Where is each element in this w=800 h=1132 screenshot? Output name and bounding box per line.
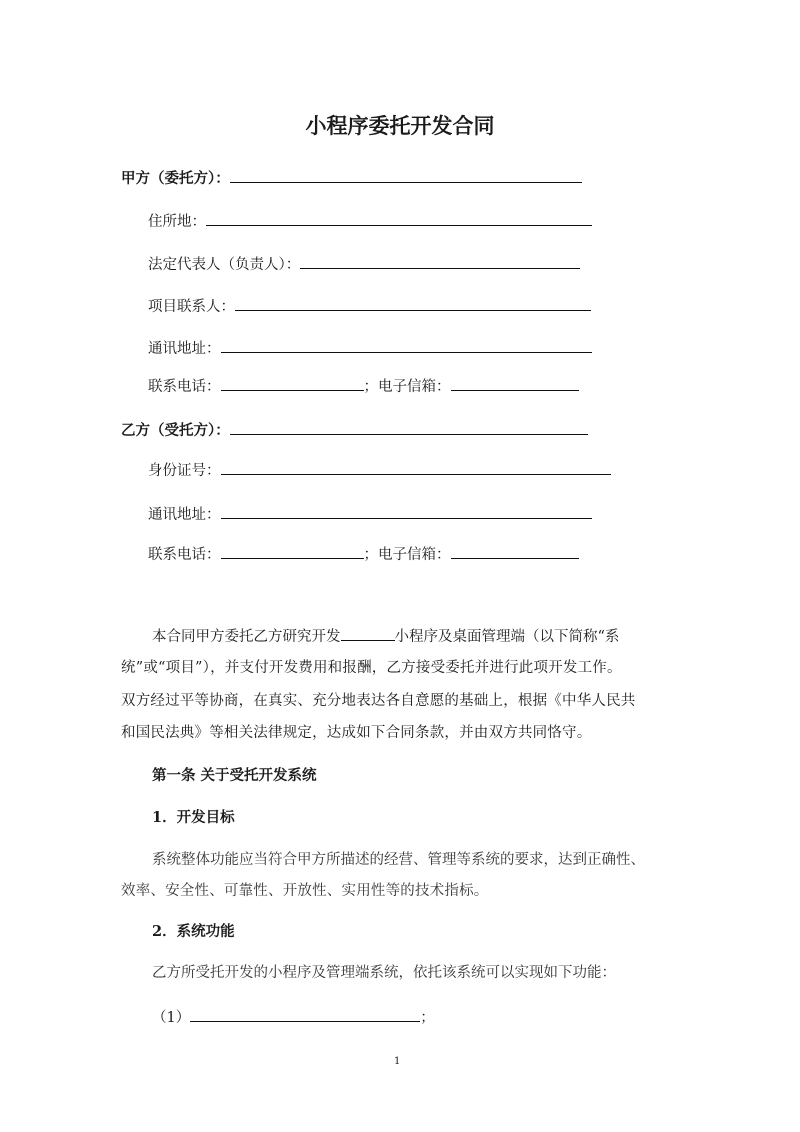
- party-b-phone-blank[interactable]: [221, 544, 364, 559]
- intro-line-4: 和国民法典》等相关法律规定，达成如下合同条款，并由双方共同恪守。: [121, 725, 592, 741]
- intro-text: 本合同甲方委托乙方研究开发: [152, 629, 341, 645]
- field-label: ；电子信箱：: [363, 379, 451, 395]
- party-b-blank[interactable]: [230, 420, 588, 435]
- party-a-contact-blank[interactable]: [235, 296, 591, 311]
- item-end: ；: [420, 1010, 435, 1026]
- party-a-legal-rep-blank[interactable]: [300, 254, 580, 269]
- article-1-heading: 第一条 关于受托开发系统: [152, 767, 317, 784]
- page-number: 1: [394, 1056, 401, 1067]
- field-label: 通讯地址：: [148, 507, 221, 523]
- intro-line-3: 双方经过平等协商，在真实、充分地表达各自意愿的基础上，根据《中华人民共: [121, 693, 636, 709]
- field-label: 法定代表人（负责人）：: [148, 257, 301, 273]
- party-a-mail-line: [148, 338, 592, 359]
- field-label: 通讯地址：: [148, 341, 221, 357]
- page-title: 小程序委托开发合同: [305, 113, 495, 138]
- party-a-contact-line: [148, 296, 591, 317]
- party-a-label: 甲方（委托方）：: [121, 170, 230, 187]
- party-a-phone-blank[interactable]: [221, 376, 364, 391]
- party-b-line: [121, 420, 588, 441]
- intro-line-2: 统”或“项目”），并支付开发费用和报酬，乙方接受委托并进行此项开发工作。: [121, 660, 622, 676]
- party-b-phone-line: [148, 544, 579, 565]
- item-label: （1）: [152, 1010, 191, 1026]
- intro-text: 小程序及桌面管理端（以下简称“系: [394, 629, 620, 645]
- function-item-1: [152, 1007, 435, 1028]
- section-2-line-1: 乙方所受托开发的小程序及管理端系统，依托该系统可以实现如下功能：: [152, 965, 616, 981]
- field-label: 住所地：: [148, 214, 206, 230]
- party-b-id-line: [148, 460, 611, 481]
- party-a-email-blank[interactable]: [451, 376, 579, 391]
- party-b-label: 乙方（受托方）：: [121, 422, 230, 439]
- party-a-line: [121, 168, 582, 189]
- field-label: 项目联系人：: [148, 299, 235, 315]
- field-label: 身份证号：: [148, 463, 221, 479]
- party-a-address-line: [148, 211, 592, 232]
- field-label: ；电子信箱：: [363, 547, 451, 563]
- function-1-blank[interactable]: [190, 1007, 420, 1022]
- field-label: 联系电话：: [148, 379, 221, 395]
- section-2-heading: 2．系统功能: [152, 923, 235, 940]
- party-a-phone-line: [148, 376, 579, 397]
- party-a-legal-rep-line: [148, 254, 580, 275]
- intro-line-1: [152, 626, 619, 647]
- party-b-email-blank[interactable]: [451, 544, 579, 559]
- party-b-mail-line: [148, 504, 592, 525]
- party-a-blank[interactable]: [230, 168, 582, 183]
- field-label: 联系电话：: [148, 547, 221, 563]
- project-name-blank[interactable]: [341, 626, 395, 641]
- section-1-line-1: 系统整体功能应当符合甲方所描述的经营、管理等系统的要求，达到正确性、: [152, 852, 645, 868]
- section-1-line-2: 效率、安全性、可靠性、开放性、实用性等的技术指标。: [121, 883, 489, 899]
- party-b-mail-blank[interactable]: [221, 504, 592, 519]
- party-a-mail-blank[interactable]: [221, 338, 592, 353]
- party-a-address-blank[interactable]: [206, 211, 592, 226]
- party-b-id-blank[interactable]: [221, 460, 611, 475]
- section-1-heading: 1．开发目标: [152, 809, 235, 826]
